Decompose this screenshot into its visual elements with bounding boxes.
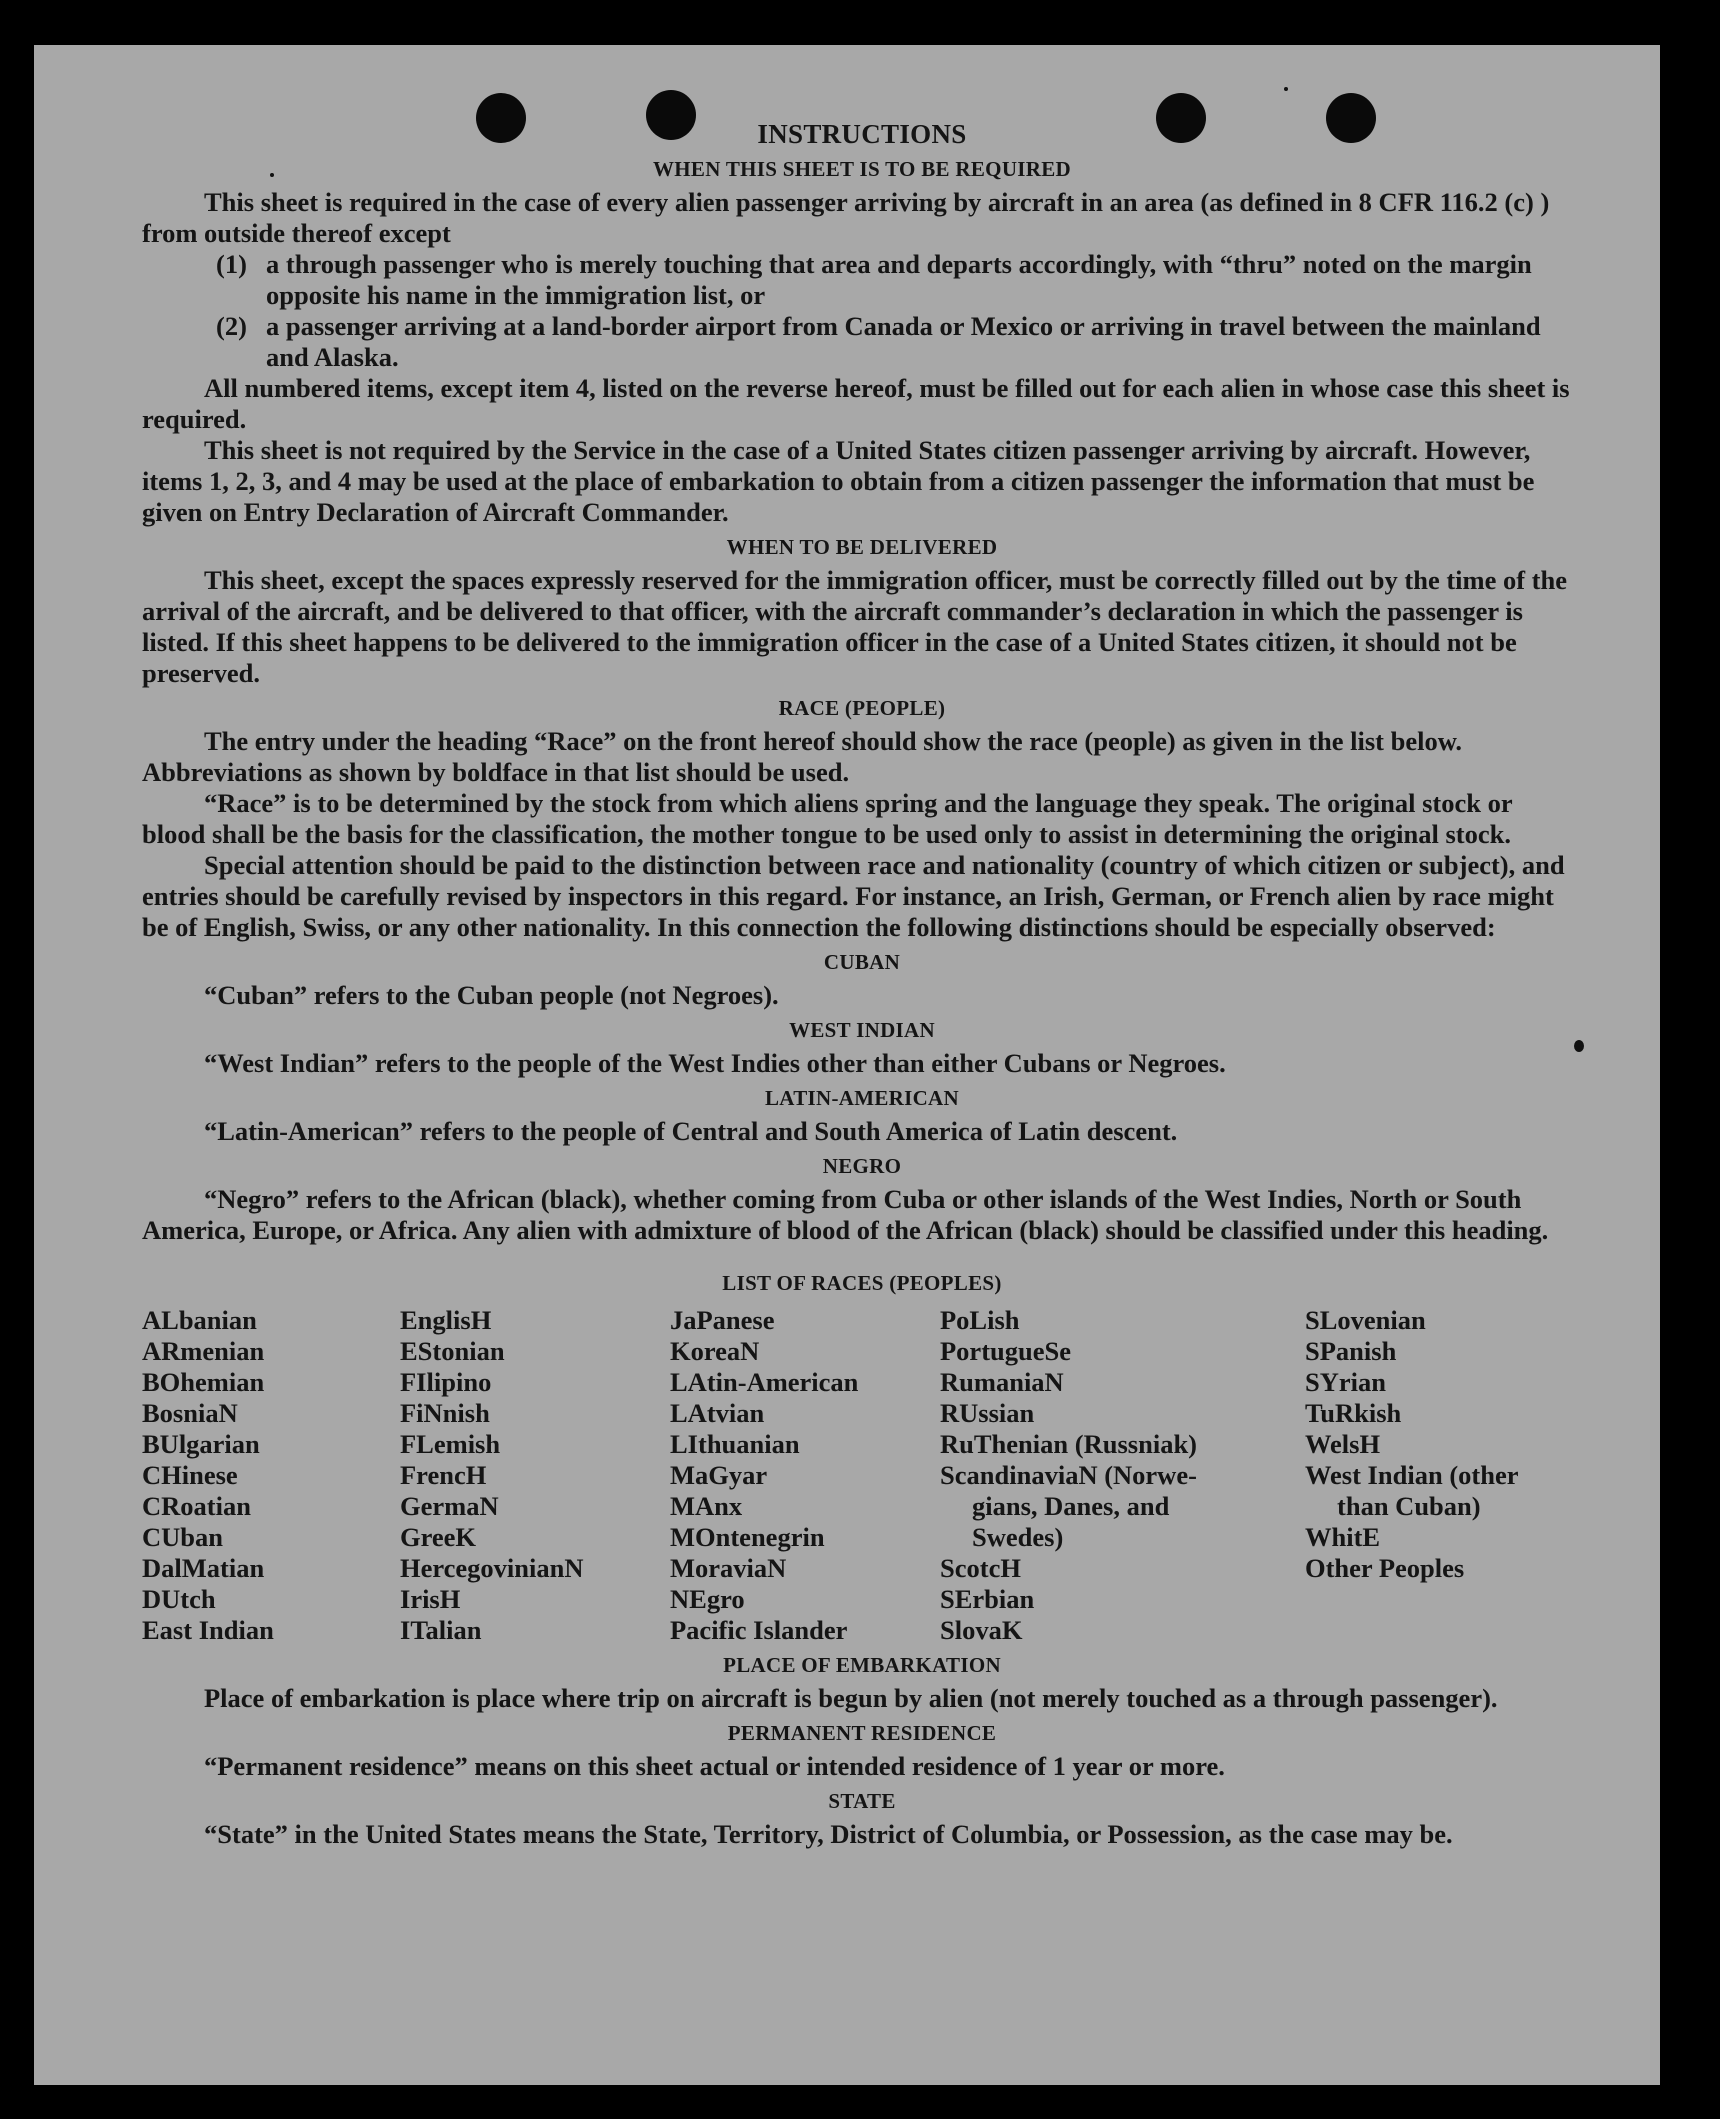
item-number: (1) xyxy=(216,249,247,279)
paragraph: Special attention should be paid to the distinction between race and nationality (country of which citizen or subject), and entries should be carefully revised by inspectors in this regard. For instance, an Irish, German, or French alien by race might be of English, Swiss, or any other nationality. In this connection the following distinctions should be especially observed: xyxy=(142,850,1565,942)
race-entry: EStonian xyxy=(400,1336,505,1366)
race-entry: RUssian xyxy=(940,1398,1035,1428)
paragraph: This sheet, except the spaces expressly reserved for the immigration officer, must be correctly filled out by the time of the arrival of the aircraft, and be delivered to that officer, with the aircraft commander’s declaration in which the passenger is listed. If this sheet happens to be delivered to the immigration officer in the case of a United States citizen, it should not be preserved. xyxy=(142,565,1568,688)
race-entry: RuThenian (Russniak) xyxy=(940,1429,1198,1459)
race-entry: CUban xyxy=(142,1522,224,1552)
races-column xyxy=(940,1305,1305,1646)
race-entry: Swedes) xyxy=(972,1522,1064,1552)
race-entry: ScotcH xyxy=(940,1553,1021,1583)
race-entry: JaPanese xyxy=(670,1305,775,1335)
race-entry: RumaniaN xyxy=(940,1367,1064,1397)
race-entry: BUlgarian xyxy=(142,1429,260,1459)
races-column xyxy=(670,1305,940,1646)
race-entry: DUtch xyxy=(142,1584,216,1614)
race-entry: LIthuanian xyxy=(670,1429,800,1459)
race-entry: PoLish xyxy=(940,1305,1020,1335)
race-entry: WhitE xyxy=(1305,1522,1381,1552)
numbered-item xyxy=(216,249,1582,311)
races-column xyxy=(1305,1305,1582,1646)
paragraph: “Cuban” refers to the Cuban people (not Negroes). xyxy=(204,980,779,1010)
race-entry: GermaN xyxy=(400,1491,499,1521)
document-page xyxy=(34,45,1660,2085)
section-heading: PERMANENT RESIDENCE xyxy=(727,1721,997,1745)
item-text: a passenger arriving at a land-border airport from Canada or Mexico or arriving in travel between the mainland and Alaska. xyxy=(266,311,1541,372)
race-entry: BosniaN xyxy=(142,1398,238,1428)
section-heading: RACE (PEOPLE) xyxy=(778,696,946,720)
race-entry: FiNnish xyxy=(400,1398,490,1428)
races-column xyxy=(400,1305,670,1646)
race-entry: MaGyar xyxy=(670,1460,768,1490)
section-heading: STATE xyxy=(828,1789,896,1813)
race-entry: GreeK xyxy=(400,1522,477,1552)
item-text: a through passenger who is merely touching that area and departs accordingly, with “thru” noted on the margin opposite his name in the immigration list, or xyxy=(266,249,1532,310)
item-number: (2) xyxy=(216,311,247,341)
paragraph: “Race” is to be determined by the stock from which aliens spring and the language they speak. The original stock or blood shall be the basis for the classification, the mother tongue to be used only to assist in determining the original stock. xyxy=(142,788,1513,849)
race-entry: HercegovinianN xyxy=(400,1553,584,1583)
paragraph: “Latin-American” refers to the people of Central and South America of Latin descent. xyxy=(204,1116,1178,1146)
race-entry: East Indian xyxy=(142,1615,274,1645)
race-entry: SlovaK xyxy=(940,1615,1023,1645)
race-entry: ScandinaviaN (Norwe- xyxy=(940,1460,1197,1490)
race-entry: than Cuban) xyxy=(1337,1491,1481,1521)
section-heading: LIST OF RACES (PEOPLES) xyxy=(722,1271,1002,1295)
section-heading: WHEN THIS SHEET IS TO BE REQUIRED xyxy=(652,157,1071,181)
paragraph: “State” in the United States means the State, Territory, District of Columbia, or Possession, as the case may be. xyxy=(204,1819,1453,1849)
race-entry: SYrian xyxy=(1305,1367,1386,1397)
race-entry: West Indian (other xyxy=(1305,1460,1519,1490)
race-entry: Pacific Islander xyxy=(670,1615,848,1645)
section-heading: PLACE OF EMBARKATION xyxy=(723,1653,1001,1677)
paragraph: This sheet is not required by the Service in the case of a United States citizen passenger arriving by aircraft. However, items 1, 2, 3, and 4 may be used at the place of embarkation to obtain from a citizen passenger the information that must be given on Entry Declaration of Aircraft Commander. xyxy=(142,435,1535,527)
numbered-item xyxy=(216,311,1582,373)
races-list xyxy=(142,1305,1582,1646)
page-title: INSTRUCTIONS xyxy=(757,119,967,149)
race-entry: LAtin-American xyxy=(670,1367,859,1397)
race-entry: LAtvian xyxy=(670,1398,765,1428)
section-heading: WHEN TO BE DELIVERED xyxy=(726,535,998,559)
race-entry: DalMatian xyxy=(142,1553,265,1583)
race-entry: KoreaN xyxy=(670,1336,760,1366)
paragraph: “West Indian” refers to the people of the West Indies other than either Cubans or Negroes. xyxy=(204,1048,1226,1078)
race-entry: EnglisH xyxy=(400,1305,492,1335)
race-entry: SLovenian xyxy=(1305,1305,1426,1335)
speck xyxy=(1284,87,1288,91)
paragraph: “Negro” refers to the African (black), whether coming from Cuba or other islands of the West Indies, North or South America, Europe, or Africa. Any alien with admixture of blood of the African (black) should be classified under this heading. xyxy=(142,1184,1549,1245)
race-entry: ARmenian xyxy=(142,1336,265,1366)
race-entry: PortugueSe xyxy=(940,1336,1072,1366)
race-entry: MOntenegrin xyxy=(670,1522,825,1552)
race-entry: IrisH xyxy=(400,1584,461,1614)
instructions-body xyxy=(142,115,1582,1850)
race-entry: ITalian xyxy=(400,1615,482,1645)
race-entry: FIlipino xyxy=(400,1367,492,1397)
paragraph: Place of embarkation is place where trip on aircraft is begun by alien (not merely touched as a through passenger). xyxy=(204,1683,1498,1713)
race-entry: CRoatian xyxy=(142,1491,251,1521)
paragraph: “Permanent residence” means on this sheet actual or intended residence of 1 year or more. xyxy=(204,1751,1225,1781)
race-entry: MoraviaN xyxy=(670,1553,787,1583)
race-entry: MAnx xyxy=(670,1491,743,1521)
section-heading: NEGRO xyxy=(822,1154,902,1178)
race-entry: FrencH xyxy=(400,1460,487,1490)
race-entry: BOhemian xyxy=(142,1367,265,1397)
race-entry: NEgro xyxy=(670,1584,745,1614)
section-heading: LATIN-AMERICAN xyxy=(765,1086,959,1110)
paragraph: All numbered items, except item 4, listed on the reverse hereof, must be filled out for each alien in whose case this sheet is required. xyxy=(142,373,1570,434)
races-column xyxy=(142,1305,400,1646)
race-entry: WelsH xyxy=(1305,1429,1381,1459)
race-entry: ALbanian xyxy=(142,1305,257,1335)
paragraph: This sheet is required in the case of every alien passenger arriving by aircraft in an area (as defined in 8 CFR 116.2 (c) ) from outside thereof except xyxy=(142,187,1550,248)
section-heading: WEST INDIAN xyxy=(789,1018,935,1042)
race-entry: SErbian xyxy=(940,1584,1035,1614)
paragraph: The entry under the heading “Race” on the front hereof should show the race (people) as given in the list below. Abbreviations as shown by boldface in that list should be used. xyxy=(142,726,1463,787)
race-entry: Other Peoples xyxy=(1305,1553,1465,1583)
race-entry: TuRkish xyxy=(1305,1398,1402,1428)
race-entry: SPanish xyxy=(1305,1336,1397,1366)
race-entry: FLemish xyxy=(400,1429,501,1459)
section-heading: CUBAN xyxy=(823,950,901,974)
race-entry: CHinese xyxy=(142,1460,238,1490)
race-entry: gians, Danes, and xyxy=(972,1491,1170,1521)
